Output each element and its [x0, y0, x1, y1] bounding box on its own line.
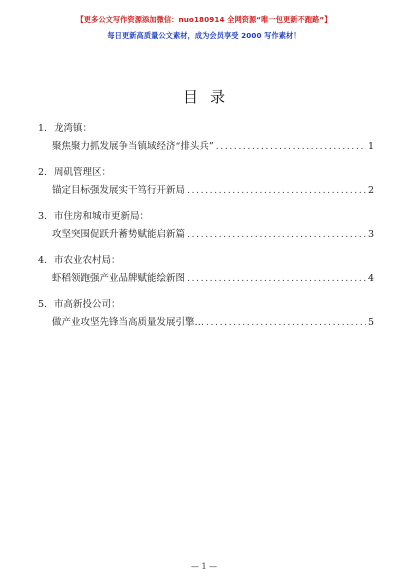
table-of-contents	[38, 120, 374, 340]
toc-page-number: 3	[367, 229, 374, 240]
toc-number: 3.	[38, 211, 48, 222]
toc-section-4	[38, 252, 374, 288]
banner-promo-line: 【更多公文写作资源添加微信：nuo180914 全网资源“唯一包更新不跑路”】	[76, 15, 332, 24]
toc-page-number: 4	[367, 273, 374, 284]
toc-section-2	[38, 164, 374, 200]
toc-number: 1.	[38, 123, 48, 134]
toc-heading	[38, 252, 374, 270]
toc-number: 4.	[38, 255, 48, 266]
toc-heading	[38, 208, 374, 226]
toc-entry[interactable]	[52, 314, 374, 332]
toc-section-1	[38, 120, 374, 156]
toc-section-3	[38, 208, 374, 244]
toc-heading-text: 市住房和城市更新局：	[54, 211, 150, 222]
banner-subtitle-line: 每日更新高质量公文素材，成为会员享受 2000 写作素材！	[107, 31, 301, 40]
toc-section-5	[38, 296, 374, 332]
toc-heading	[38, 120, 374, 138]
toc-title: 目录	[182, 88, 237, 106]
toc-heading	[38, 296, 374, 314]
toc-heading-text: 龙湾镇：	[54, 123, 93, 134]
toc-page-number: 1	[367, 141, 374, 152]
toc-heading	[38, 164, 374, 182]
toc-page-number: 2	[367, 185, 374, 196]
toc-entry-title: 做产业攻坚先锋当高质量发展引擎…	[52, 317, 205, 328]
toc-leader-dots	[187, 226, 366, 244]
toc-entry-title: 虾稻领跑强产业品牌赋能绘新图	[52, 273, 186, 284]
toc-number: 2.	[38, 167, 48, 178]
header-banner	[0, 12, 408, 44]
toc-number: 5.	[38, 299, 48, 310]
toc-leader-dots	[206, 314, 366, 332]
toc-entry[interactable]	[52, 182, 374, 200]
toc-entry[interactable]	[52, 270, 374, 288]
toc-leader-dots	[216, 138, 366, 156]
toc-entry-title: 聚焦聚力抓发展争当镇域经济“排头兵”	[52, 141, 214, 152]
toc-entry[interactable]	[52, 226, 374, 244]
toc-heading-text: 市农业农村局：	[54, 255, 121, 266]
toc-heading-text: 周矶管理区：	[54, 167, 112, 178]
toc-entry-title: 攻坚突围促跃升蓄势赋能启新篇	[52, 229, 186, 240]
toc-entry[interactable]	[52, 138, 374, 156]
page-number-footer: — 1 —	[190, 562, 218, 571]
toc-entry-title: 锚定目标强发展实干笃行开新局	[52, 185, 186, 196]
toc-leader-dots	[187, 182, 366, 200]
toc-page-number: 5	[367, 317, 374, 328]
toc-heading-text: 市高新投公司：	[54, 299, 121, 310]
toc-leader-dots	[187, 270, 366, 288]
